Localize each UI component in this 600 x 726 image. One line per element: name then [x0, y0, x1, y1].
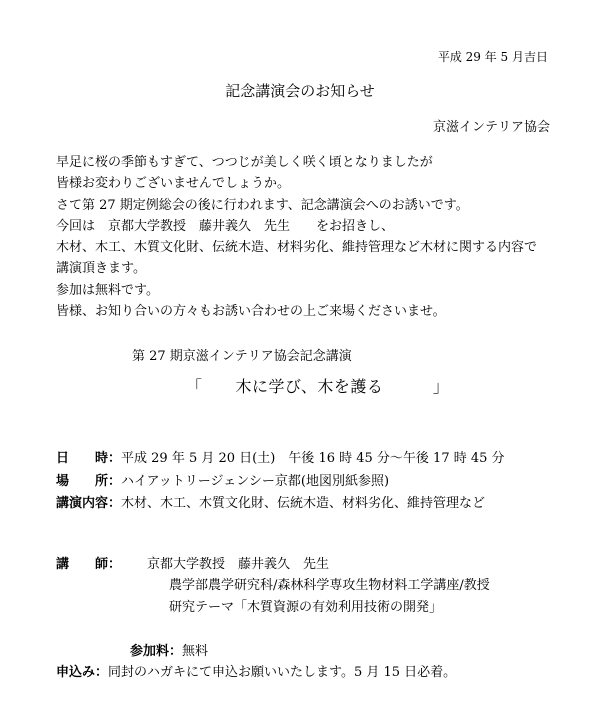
- detail-value: ハイアットリージェンシー京都(地図別紙参照): [121, 474, 390, 489]
- detail-label: 申込み：: [56, 665, 109, 680]
- body-line: 参加は無料です。: [56, 282, 159, 298]
- detail-label: 講 師：: [56, 557, 122, 572]
- body-line: 講演頂きます。: [56, 261, 146, 277]
- document-date: 平成 29 年 5 月吉日: [437, 50, 548, 64]
- detail-value: 無料: [182, 644, 209, 659]
- body-line: さて第 27 期定例総会の後に行われます、記念講演会へのお誘いです。: [56, 197, 469, 213]
- detail-value: 同封のハガキにて申込お願いいたします。5 月 15 日必着。: [108, 665, 457, 680]
- letter-body: [56, 152, 537, 322]
- detail-value: 木材、木工、木質文化財、伝統木造、材料劣化、維持管理など: [121, 496, 486, 511]
- organization-name: 京滋インテリア協会: [432, 120, 550, 135]
- detail-venue: [56, 470, 389, 489]
- body-line: 木材、木工、木質文化財、伝統木造、材料劣化、維持管理など木材に関する内容で: [56, 240, 538, 256]
- lecture-name: 第 27 期京滋インテリア協会記念講演: [132, 349, 352, 364]
- body-line: 今回は 京都大学教授 藤井義久 先生 をお招きし、: [56, 218, 395, 234]
- detail-fee: [130, 640, 208, 659]
- body-line: 皆様お変わりございませんでしょうか。: [56, 176, 291, 192]
- detail-apply: [56, 661, 456, 680]
- speaker-research: 研究テーマ「木質資源の有効利用技術の開発」: [169, 600, 443, 615]
- detail-label: 参加料：: [130, 644, 183, 659]
- detail-content: [56, 492, 485, 511]
- detail-value: 京都大学教授 藤井義久 先生: [121, 557, 330, 572]
- detail-label: 講演内容：: [56, 496, 122, 511]
- detail-speaker: [56, 553, 329, 572]
- lecture-theme: 「 木に学び、木を護る 」: [186, 377, 450, 396]
- detail-label: 場 所：: [56, 474, 122, 489]
- detail-value: 平成 29 年 5 月 20 日(土) 午後 16 時 45 分～午後 17 時 45 分: [121, 451, 505, 466]
- document-title: 記念講演会のお知らせ: [225, 82, 375, 100]
- body-line: 早足に桜の季節もすぎて、つつじが美しく咲く頃となりましたが: [56, 155, 433, 170]
- speaker-affiliation: 農学部農学研究科/森林科学専攻生物材料工学講座/教授: [169, 578, 490, 593]
- detail-datetime: [56, 447, 505, 466]
- detail-label: 日 時：: [56, 451, 122, 466]
- body-line: 皆様、お知り合いの方々もお誘い合わせの上ご来場くださいませ。: [56, 304, 446, 320]
